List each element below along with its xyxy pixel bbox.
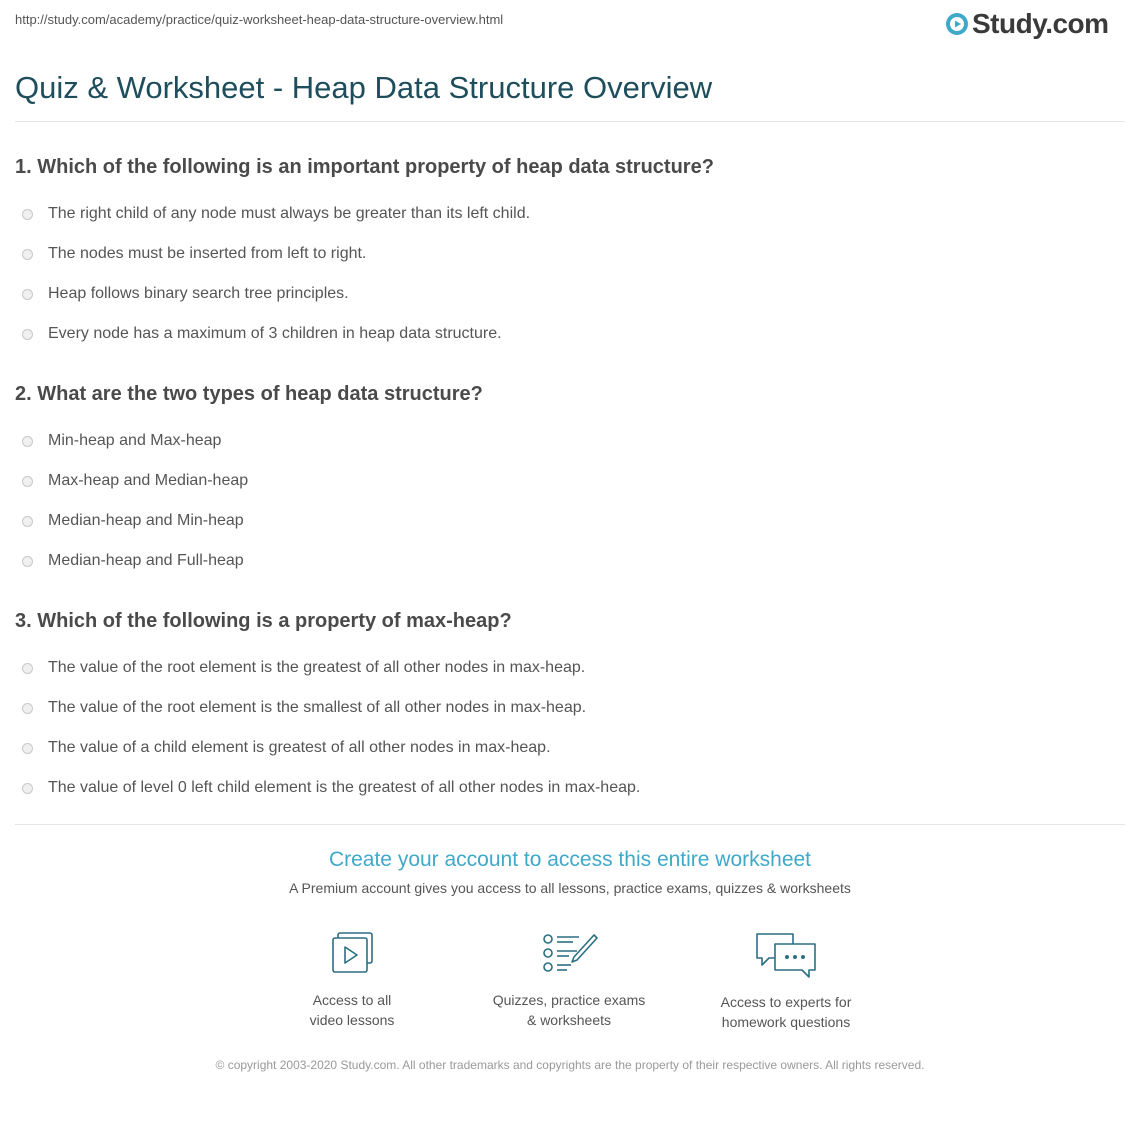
create-account-link[interactable]: Create your account to access this entire worksheet xyxy=(328,848,812,871)
feature-label-line: & worksheets xyxy=(526,1012,612,1028)
question-text: 1. Which of the following is an important property of heap data structure? xyxy=(15,156,714,178)
answer-text: Median-heap and Min-heap xyxy=(48,512,244,529)
answer-text: Every node has a maximum of 3 children in heap data structure. xyxy=(48,325,502,342)
chat-bubbles-icon xyxy=(753,930,819,980)
answer-text: Min-heap and Max-heap xyxy=(48,432,222,449)
radio-button[interactable] xyxy=(22,703,33,714)
feature-video-lessons xyxy=(262,930,442,1030)
feature-experts xyxy=(696,930,876,1032)
answer-text: The value of the root element is the smallest of all other nodes in max-heap. xyxy=(48,699,587,716)
signup-cta xyxy=(0,846,1140,896)
radio-button[interactable] xyxy=(22,329,33,340)
feature-label-line: Access to experts for xyxy=(720,994,852,1010)
radio-button[interactable] xyxy=(22,249,33,260)
answer-option[interactable] xyxy=(15,501,1125,541)
radio-button[interactable] xyxy=(22,743,33,754)
study-logo[interactable] xyxy=(945,8,1109,40)
feature-quizzes xyxy=(479,930,659,1030)
answer-option[interactable] xyxy=(15,728,1125,768)
answer-option[interactable] xyxy=(15,648,1125,688)
video-lesson-icon xyxy=(324,930,380,978)
radio-button[interactable] xyxy=(22,289,33,300)
answer-text: Max-heap and Median-heap xyxy=(48,472,249,489)
header-divider xyxy=(15,121,1125,122)
answer-text: The value of level 0 left child element is the greatest of all other nodes in max-heap. xyxy=(48,779,641,796)
logo-text: Study.com xyxy=(972,8,1109,39)
answer-option[interactable] xyxy=(15,461,1125,501)
page-title: Quiz & Worksheet - Heap Data Structure Overview xyxy=(15,70,713,105)
answer-text: The right child of any node must always be greater than its left child. xyxy=(48,205,531,222)
radio-button[interactable] xyxy=(22,663,33,674)
answer-option[interactable] xyxy=(15,421,1125,461)
answer-text: The value of the root element is the greatest of all other nodes in max-heap. xyxy=(48,659,586,676)
answer-option[interactable] xyxy=(15,194,1125,234)
question-text: 3. Which of the following is a property of max-heap? xyxy=(15,610,512,632)
answer-option[interactable] xyxy=(15,234,1125,274)
cta-divider xyxy=(15,824,1125,825)
answer-option[interactable] xyxy=(15,274,1125,314)
answer-text: Median-heap and Full-heap xyxy=(48,552,244,569)
question-list xyxy=(15,153,1125,834)
premium-features xyxy=(0,930,1140,1030)
answer-text: The value of a child element is greatest of all other nodes in max-heap. xyxy=(48,739,551,756)
question-3 xyxy=(15,607,1125,808)
radio-button[interactable] xyxy=(22,209,33,220)
copyright-notice: © copyright 2003-2020 Study.com. All other trademarks and copyrights are the property of their respective owners. All rights reserved. xyxy=(215,1058,925,1072)
radio-button[interactable] xyxy=(22,476,33,487)
feature-label-line: homework questions xyxy=(721,1014,851,1030)
feature-label-line: Quizzes, practice exams xyxy=(492,992,646,1008)
answer-option[interactable] xyxy=(15,541,1125,581)
quiz-checklist-icon xyxy=(539,930,599,978)
radio-button[interactable] xyxy=(22,516,33,527)
answer-option[interactable] xyxy=(15,768,1125,808)
answer-text: The nodes must be inserted from left to right. xyxy=(48,245,367,262)
answer-option[interactable] xyxy=(15,314,1125,354)
feature-label-line: Access to all xyxy=(312,992,392,1008)
radio-button[interactable] xyxy=(22,783,33,794)
play-logo-icon xyxy=(945,12,969,36)
radio-button[interactable] xyxy=(22,436,33,447)
answer-text: Heap follows binary search tree principles. xyxy=(48,285,349,302)
page-url: http://study.com/academy/practice/quiz-worksheet-heap-data-structure-overview.html xyxy=(15,12,504,27)
question-2 xyxy=(15,380,1125,581)
question-text: 2. What are the two types of heap data structure? xyxy=(15,383,483,405)
answer-option[interactable] xyxy=(15,688,1125,728)
radio-button[interactable] xyxy=(22,556,33,567)
cta-subtitle: A Premium account gives you access to all lessons, practice exams, quizzes & worksheets xyxy=(289,880,851,896)
question-1 xyxy=(15,153,1125,354)
feature-label-line: video lessons xyxy=(309,1012,395,1028)
